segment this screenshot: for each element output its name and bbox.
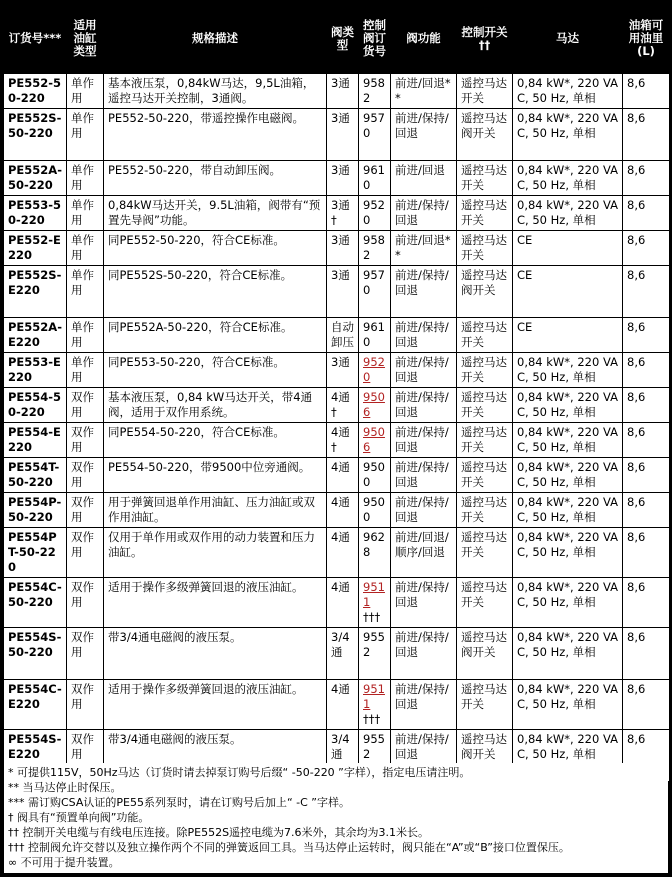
cell-motor: 0,84 kW*, 220 VAC, 50 Hz, 单相 — [513, 388, 622, 422]
cell-motor: 0,84 kW*, 220 VAC, 50 Hz, 单相 — [513, 493, 622, 527]
cell-valve-order-no — [359, 680, 390, 729]
cell-valve-function: 前进/回退** — [391, 231, 456, 265]
cell-control-switch: 遥控马达阀开关 — [457, 266, 512, 317]
cell-control-switch: 遥控马达开关 — [457, 231, 512, 265]
valve-order-no: 9570 — [363, 111, 385, 140]
cell-valve-order-no — [359, 266, 390, 317]
cell-cylinder-type: 单作用 — [67, 266, 103, 317]
cell-order-no: PE554PT-50-220 — [4, 528, 66, 577]
cell-motor: 0,84 kW*, 220 VAC, 50 Hz, 单相 — [513, 458, 622, 492]
header-control-switch: 控制开关†† — [457, 4, 512, 73]
cell-cylinder-type: 单作用 — [67, 353, 103, 387]
cell-order-no: PE554C-50-220 — [4, 578, 66, 627]
cell-valve-type: 4通† — [327, 388, 358, 422]
cell-valve-function: 前进/保持/回退 — [391, 109, 456, 160]
cell-valve-order-no — [359, 458, 390, 492]
cell-valve-type: 4通 — [327, 680, 358, 729]
cell-tank-capacity: 8,6 — [623, 388, 669, 422]
cell-motor: 0,84 kW*, 220 VAC, 50 Hz, 单相 — [513, 74, 622, 108]
cell-valve-order-no — [359, 528, 390, 577]
cell-valve-function: 前进/保持/回退 — [391, 730, 456, 781]
cell-valve-function: 前进/保持/回退 — [391, 196, 456, 230]
cell-control-switch: 遥控马达开关 — [457, 423, 512, 457]
cell-tank-capacity: 8,6 — [623, 493, 669, 527]
valve-order-no: 9500 — [363, 460, 385, 489]
cell-control-switch: 遥控马达开关 — [457, 680, 512, 729]
cell-valve-type: 3通 — [327, 353, 358, 387]
valve-order-link[interactable]: 9506 — [363, 390, 385, 419]
cell-motor: CE — [513, 318, 622, 352]
cell-control-switch: 遥控马达开关 — [457, 353, 512, 387]
table-row — [4, 528, 669, 577]
footnote-line: * 可提供115V，50Hz马达（订货时请去掉泵订购号后缀“ -50-220 ”字样），指定电压请注明。 — [8, 766, 471, 779]
cell-description: 适用于操作多级弹簧回退的液压油缸。 — [104, 578, 326, 627]
cell-control-switch: 遥控马达阀开关 — [457, 730, 512, 781]
cell-order-no: PE554T-50-220 — [4, 458, 66, 492]
valve-order-no: 9582 — [363, 233, 385, 262]
cell-tank-capacity: 8,6 — [623, 458, 669, 492]
valve-order-no: 9610 — [363, 320, 385, 349]
table-row — [4, 231, 669, 265]
cell-tank-capacity: 8,6 — [623, 266, 669, 317]
cell-motor: 0,84 kW*, 220 VAC, 50 Hz, 单相 — [513, 528, 622, 577]
footnote-line: ††† 控制阀允许交替以及独立操作两个不同的弹簧返回工具。当马达停止运转时，阀只能在“A”或“B”接口位置保压。 — [8, 841, 570, 854]
footnotes — [4, 763, 668, 873]
cell-valve-order-no — [359, 628, 390, 679]
cell-order-no: PE552S-E220 — [4, 266, 66, 317]
table-row — [4, 680, 669, 729]
cell-valve-order-no — [359, 196, 390, 230]
cell-description: 同PE552-50-220，符合CE标准。 — [104, 231, 326, 265]
cell-description: 基本液压泵，0,84kW马达，9,5L油箱，遥控马达开关控制，3通阀。 — [104, 74, 326, 108]
cell-cylinder-type: 双作用 — [67, 730, 103, 781]
header-order-no: 订货号*** — [4, 4, 66, 73]
footnote-line: *** 需订购CSA认证的PE55系列泵时，请在订购号后加上“ -C ”字样。 — [8, 796, 351, 809]
cell-order-no: PE554-50-220 — [4, 388, 66, 422]
cell-description: 仅用于单作用或双作用的动力装置和压力油缸。 — [104, 528, 326, 577]
cell-order-no: PE552-50-220 — [4, 74, 66, 108]
cell-cylinder-type: 单作用 — [67, 318, 103, 352]
table-row — [4, 318, 669, 352]
valve-order-no: 9552 — [363, 630, 385, 659]
valve-footnote-mark: ††† — [363, 712, 381, 726]
valve-order-no: 9582 — [363, 76, 385, 105]
cell-control-switch: 遥控马达开关 — [457, 196, 512, 230]
cell-valve-order-no — [359, 74, 390, 108]
header-tank-capacity: 油箱可用油里(L) — [623, 4, 669, 73]
valve-order-link[interactable]: 9511 — [363, 682, 385, 711]
cell-tank-capacity: 8,6 — [623, 578, 669, 627]
cell-valve-order-no — [359, 423, 390, 457]
cell-control-switch: 遥控马达开关 — [457, 493, 512, 527]
cell-control-switch: 遥控马达开关 — [457, 74, 512, 108]
cell-order-no: PE553-E220 — [4, 353, 66, 387]
cell-order-no: PE554P-50-220 — [4, 493, 66, 527]
cell-tank-capacity: 8,6 — [623, 423, 669, 457]
cell-cylinder-type: 单作用 — [67, 109, 103, 160]
table-body — [4, 74, 669, 781]
cell-valve-type: 4通† — [327, 423, 358, 457]
cell-control-switch: 遥控马达开关 — [457, 388, 512, 422]
cell-valve-function: 前进/保持/回退 — [391, 318, 456, 352]
cell-cylinder-type: 双作用 — [67, 628, 103, 679]
cell-motor: CE — [513, 266, 622, 317]
cell-order-no: PE554S-50-220 — [4, 628, 66, 679]
cell-order-no: PE553-50-220 — [4, 196, 66, 230]
cell-valve-order-no — [359, 109, 390, 160]
cell-valve-type: 4通 — [327, 458, 358, 492]
valve-order-no: 9500 — [363, 495, 385, 524]
header-cylinder-type: 适用油缸类型 — [67, 4, 103, 73]
valve-order-no: 9628 — [363, 530, 385, 559]
table-row — [4, 161, 669, 195]
cell-valve-function: 前进/保持/回退 — [391, 388, 456, 422]
cell-cylinder-type: 单作用 — [67, 74, 103, 108]
cell-motor: CE — [513, 231, 622, 265]
cell-valve-order-no — [359, 231, 390, 265]
cell-cylinder-type: 双作用 — [67, 388, 103, 422]
cell-description: 带3/4通电磁阀的液压泵。 — [104, 628, 326, 679]
cell-valve-type: 3通 — [327, 161, 358, 195]
cell-valve-function: 前进/保持/回退 — [391, 680, 456, 729]
cell-valve-type: 4通 — [327, 578, 358, 627]
cell-order-no: PE552S-50-220 — [4, 109, 66, 160]
pump-spec-table — [3, 3, 670, 782]
header-motor: 马达 — [513, 4, 622, 73]
cell-cylinder-type: 单作用 — [67, 196, 103, 230]
table-row — [4, 458, 669, 492]
cell-motor: 0,84 kW*, 220 VAC, 50 Hz, 单相 — [513, 730, 622, 781]
header-valve-type: 阀类型 — [327, 4, 358, 73]
cell-tank-capacity: 8,6 — [623, 109, 669, 160]
cell-description: 用于弹簧回退单作用油缸、压力油缸或双作用油缸。 — [104, 493, 326, 527]
footnote-line: ∞ 不可用于提升装置。 — [8, 856, 120, 869]
cell-cylinder-type: 双作用 — [67, 493, 103, 527]
cell-valve-type: 4通 — [327, 493, 358, 527]
cell-valve-order-no — [359, 578, 390, 627]
cell-cylinder-type: 双作用 — [67, 458, 103, 492]
footnote-line: †† 控制开关电缆与有线电压连接。除PE552S遥控电缆为7.6米外，其余均为3.1米长。 — [8, 826, 430, 839]
table-row — [4, 578, 669, 627]
cell-description: 同PE554-50-220，符合CE标准。 — [104, 423, 326, 457]
cell-cylinder-type: 双作用 — [67, 423, 103, 457]
cell-valve-type: 3/4通 — [327, 628, 358, 679]
cell-valve-type: 3/4通 — [327, 730, 358, 781]
cell-valve-function: 前进/保持/回退 — [391, 423, 456, 457]
cell-valve-function: 前进/回退/顺序/回退 — [391, 528, 456, 577]
cell-tank-capacity: 8,6 — [623, 231, 669, 265]
cell-cylinder-type: 双作用 — [67, 680, 103, 729]
cell-control-switch: 遥控马达开关 — [457, 458, 512, 492]
valve-order-no: 9610 — [363, 163, 385, 192]
cell-tank-capacity: 8,6 — [623, 196, 669, 230]
table-row — [4, 266, 669, 317]
footnote-line: † 阀具有“预置单向阀”功能。 — [8, 811, 150, 824]
cell-description: 同PE552A-50-220，符合CE标准。 — [104, 318, 326, 352]
cell-valve-order-no — [359, 493, 390, 527]
cell-valve-order-no — [359, 353, 390, 387]
cell-valve-type: 3通† — [327, 196, 358, 230]
cell-tank-capacity: 8,6 — [623, 161, 669, 195]
cell-description: 基本液压泵，0,84 kW马达开关，带4通阀，适用于双作用系统。 — [104, 388, 326, 422]
valve-order-no: 9520 — [363, 198, 385, 227]
table-row — [4, 388, 669, 422]
cell-description: 带3/4通电磁阀的液压泵。 — [104, 730, 326, 781]
cell-description: 同PE552S-50-220，符合CE标准。 — [104, 266, 326, 317]
cell-cylinder-type: 双作用 — [67, 528, 103, 577]
cell-description: PE554-50-220，带9500中位旁通阀。 — [104, 458, 326, 492]
cell-valve-function: 前进/保持/回退 — [391, 353, 456, 387]
cell-motor: 0,84 kW*, 220 VAC, 50 Hz, 单相 — [513, 578, 622, 627]
cell-valve-type: 3通 — [327, 109, 358, 160]
cell-description: PE552-50-220，带遥控操作电磁阀。 — [104, 109, 326, 160]
cell-valve-function: 前进/保持/回退 — [391, 578, 456, 627]
table-row — [4, 493, 669, 527]
cell-valve-function: 前进/回退 — [391, 161, 456, 195]
cell-valve-type: 自动卸压 — [327, 318, 358, 352]
cell-motor: 0,84 kW*, 220 VAC, 50 Hz, 单相 — [513, 628, 622, 679]
cell-control-switch: 遥控马达开关 — [457, 161, 512, 195]
cell-tank-capacity: 8,6 — [623, 628, 669, 679]
table-row — [4, 109, 669, 160]
cell-valve-order-no — [359, 318, 390, 352]
valve-order-no: 9570 — [363, 268, 385, 297]
valve-footnote-mark: ††† — [363, 610, 381, 624]
cell-valve-type: 3通 — [327, 74, 358, 108]
cell-valve-order-no — [359, 388, 390, 422]
cell-control-switch: 遥控马达阀开关 — [457, 628, 512, 679]
table-header-row — [4, 4, 669, 73]
cell-tank-capacity: 8,6 — [623, 74, 669, 108]
cell-valve-function: 前进/回退** — [391, 74, 456, 108]
cell-order-no: PE552-E220 — [4, 231, 66, 265]
valve-order-link[interactable]: 9511 — [363, 580, 385, 609]
cell-order-no: PE552A-50-220 — [4, 161, 66, 195]
cell-control-switch: 遥控马达开关 — [457, 578, 512, 627]
table-row — [4, 423, 669, 457]
cell-motor: 0,84 kW*, 220 VAC, 50 Hz, 单相 — [513, 423, 622, 457]
cell-motor: 0,84 kW*, 220 VAC, 50 Hz, 单相 — [513, 680, 622, 729]
cell-control-switch: 遥控马达开关 — [457, 318, 512, 352]
cell-control-switch: 遥控马达阀开关 — [457, 109, 512, 160]
cell-description: 0,84kW马达开关，9.5L油箱，阀带有“预置先导阀”功能。 — [104, 196, 326, 230]
cell-valve-function: 前进/保持/回退 — [391, 628, 456, 679]
table-row — [4, 353, 669, 387]
cell-valve-function: 前进/保持/回退 — [391, 266, 456, 317]
cell-tank-capacity: 8,6 — [623, 528, 669, 577]
valve-order-link[interactable]: 9506 — [363, 425, 385, 454]
cell-order-no: PE554-E220 — [4, 423, 66, 457]
header-valve-order-no: 控制阀订货号 — [359, 4, 390, 73]
cell-valve-type: 3通 — [327, 266, 358, 317]
footnote-line: ** 当马达停止时保压。 — [8, 781, 122, 794]
header-valve-function: 阀功能 — [391, 4, 456, 73]
cell-cylinder-type: 单作用 — [67, 161, 103, 195]
table-row — [4, 74, 669, 108]
cell-valve-function: 前进/保持/回退 — [391, 493, 456, 527]
cell-order-no: PE554S-E220 — [4, 730, 66, 781]
cell-description: 同PE553-50-220，符合CE标准。 — [104, 353, 326, 387]
valve-order-link[interactable]: 9520 — [363, 355, 385, 384]
cell-motor: 0,84 kW*, 220 VAC, 50 Hz, 单相 — [513, 161, 622, 195]
valve-order-no: 9552 — [363, 732, 385, 761]
cell-valve-function: 前进/保持/回退 — [391, 458, 456, 492]
table-row — [4, 628, 669, 679]
cell-order-no: PE552A-E220 — [4, 318, 66, 352]
header-description: 规格描述 — [104, 4, 326, 73]
cell-valve-type: 3通 — [327, 231, 358, 265]
cell-order-no: PE554C-E220 — [4, 680, 66, 729]
cell-control-switch: 遥控马达开关 — [457, 528, 512, 577]
cell-cylinder-type: 双作用 — [67, 578, 103, 627]
cell-description: PE552-50-220，带自动卸压阀。 — [104, 161, 326, 195]
cell-motor: 0,84 kW*, 220 VAC, 50 Hz, 单相 — [513, 353, 622, 387]
cell-tank-capacity: 8,6 — [623, 680, 669, 729]
table-row — [4, 196, 669, 230]
cell-motor: 0,84 kW*, 220 VAC, 50 Hz, 单相 — [513, 196, 622, 230]
cell-tank-capacity: 8,6 — [623, 353, 669, 387]
cell-description: 适用于操作多级弹簧回退的液压油缸。 — [104, 680, 326, 729]
cell-tank-capacity: 8,6 — [623, 318, 669, 352]
cell-valve-type: 4通 — [327, 528, 358, 577]
cell-cylinder-type: 单作用 — [67, 231, 103, 265]
cell-valve-order-no — [359, 161, 390, 195]
cell-motor: 0,84 kW*, 220 VAC, 50 Hz, 单相 — [513, 109, 622, 160]
cell-tank-capacity: 8,6 — [623, 730, 669, 781]
